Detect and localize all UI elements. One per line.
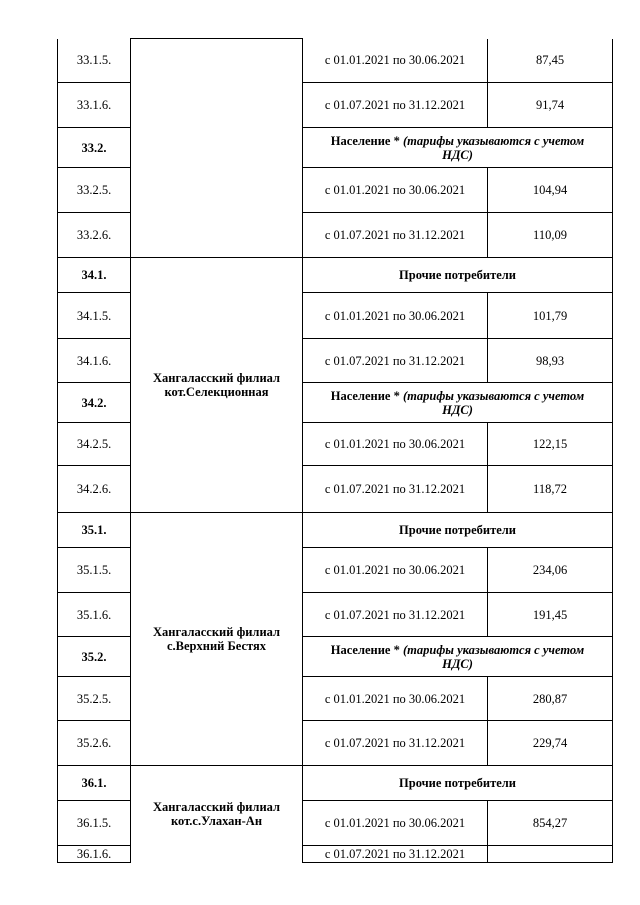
tariff-value: 191,45 <box>488 593 613 637</box>
consumer-category-text <box>324 134 592 162</box>
table-row <box>58 513 613 548</box>
tariff-value <box>488 846 613 863</box>
tariff-period: с 01.01.2021 по 30.06.2021 <box>303 293 488 339</box>
consumer-category <box>303 766 613 801</box>
item-number: 33.2.5. <box>58 168 131 213</box>
consumer-category-text <box>324 643 592 671</box>
branch-name: Хангаласский филиал кот.с.Улахан-Ан <box>131 766 303 863</box>
item-number: 34.1.5. <box>58 293 131 339</box>
item-number: 34.1. <box>58 258 131 293</box>
item-number: 33.1.5. <box>58 39 131 83</box>
tariff-value: 280,87 <box>488 677 613 721</box>
consumer-category-label: Прочие потребители <box>399 523 516 537</box>
consumer-category-label: Прочие потребители <box>399 268 516 282</box>
consumer-category-label: Прочие потребители <box>399 776 516 790</box>
item-number: 33.2. <box>58 128 131 168</box>
tariff-value: 234,06 <box>488 548 613 593</box>
consumer-category-label: Население * <box>330 133 400 148</box>
consumer-category <box>303 258 613 293</box>
consumer-category-note: (тарифы указываются с учетом НДС) <box>403 388 585 417</box>
tariff-period: с 01.07.2021 по 31.12.2021 <box>303 83 488 128</box>
item-number: 34.1.6. <box>58 339 131 383</box>
tariff-value: 101,79 <box>488 293 613 339</box>
item-number: 35.2.6. <box>58 721 131 766</box>
consumer-category <box>303 383 613 423</box>
item-number: 36.1.6. <box>58 846 131 863</box>
branch-name <box>131 39 303 258</box>
tariff-table <box>57 38 613 863</box>
tariff-period: с 01.07.2021 по 31.12.2021 <box>303 593 488 637</box>
tariff-value: 91,74 <box>488 83 613 128</box>
consumer-category <box>303 513 613 548</box>
tariff-period: с 01.01.2021 по 30.06.2021 <box>303 423 488 466</box>
tariff-period: с 01.01.2021 по 30.06.2021 <box>303 677 488 721</box>
consumer-category <box>303 128 613 168</box>
consumer-category-note: (тарифы указываются с учетом НДС) <box>403 133 585 162</box>
tariff-period: с 01.07.2021 по 31.12.2021 <box>303 213 488 258</box>
tariff-value: 110,09 <box>488 213 613 258</box>
item-number: 36.1. <box>58 766 131 801</box>
item-number: 35.2.5. <box>58 677 131 721</box>
tariff-period: с 01.01.2021 по 30.06.2021 <box>303 168 488 213</box>
tariff-period: с 01.07.2021 по 31.12.2021 <box>303 466 488 513</box>
tariff-value: 229,74 <box>488 721 613 766</box>
item-number: 36.1.5. <box>58 801 131 846</box>
item-number: 34.2. <box>58 383 131 423</box>
consumer-category-text <box>324 389 592 417</box>
tariff-value: 87,45 <box>488 39 613 83</box>
tariff-value: 122,15 <box>488 423 613 466</box>
tariff-period: с 01.07.2021 по 31.12.2021 <box>303 339 488 383</box>
consumer-category-note: (тарифы указываются с учетом НДС) <box>403 642 585 671</box>
tariff-period: с 01.01.2021 по 30.06.2021 <box>303 548 488 593</box>
consumer-category-label: Население * <box>330 642 400 657</box>
item-number: 35.1.5. <box>58 548 131 593</box>
branch-name: Хангаласский филиал с.Верхний Бестях <box>131 513 303 766</box>
tariff-value: 104,94 <box>488 168 613 213</box>
tariff-period: с 01.07.2021 по 31.12.2021 <box>303 721 488 766</box>
item-number: 34.2.5. <box>58 423 131 466</box>
item-number: 35.1. <box>58 513 131 548</box>
tariff-period: с 01.01.2021 по 30.06.2021 <box>303 39 488 83</box>
consumer-category <box>303 637 613 677</box>
consumer-category-label: Население * <box>330 388 400 403</box>
table-row <box>58 39 613 83</box>
item-number: 35.2. <box>58 637 131 677</box>
table-row <box>58 258 613 293</box>
tariff-value: 854,27 <box>488 801 613 846</box>
tariff-period: с 01.07.2021 по 31.12.2021 <box>303 846 488 863</box>
item-number: 35.1.6. <box>58 593 131 637</box>
table-row <box>58 766 613 801</box>
tariff-value: 98,93 <box>488 339 613 383</box>
item-number: 34.2.6. <box>58 466 131 513</box>
item-number: 33.2.6. <box>58 213 131 258</box>
tariff-value: 118,72 <box>488 466 613 513</box>
item-number: 33.1.6. <box>58 83 131 128</box>
branch-name: Хангаласский филиал кот.Селекционная <box>131 258 303 513</box>
tariff-period: с 01.01.2021 по 30.06.2021 <box>303 801 488 846</box>
